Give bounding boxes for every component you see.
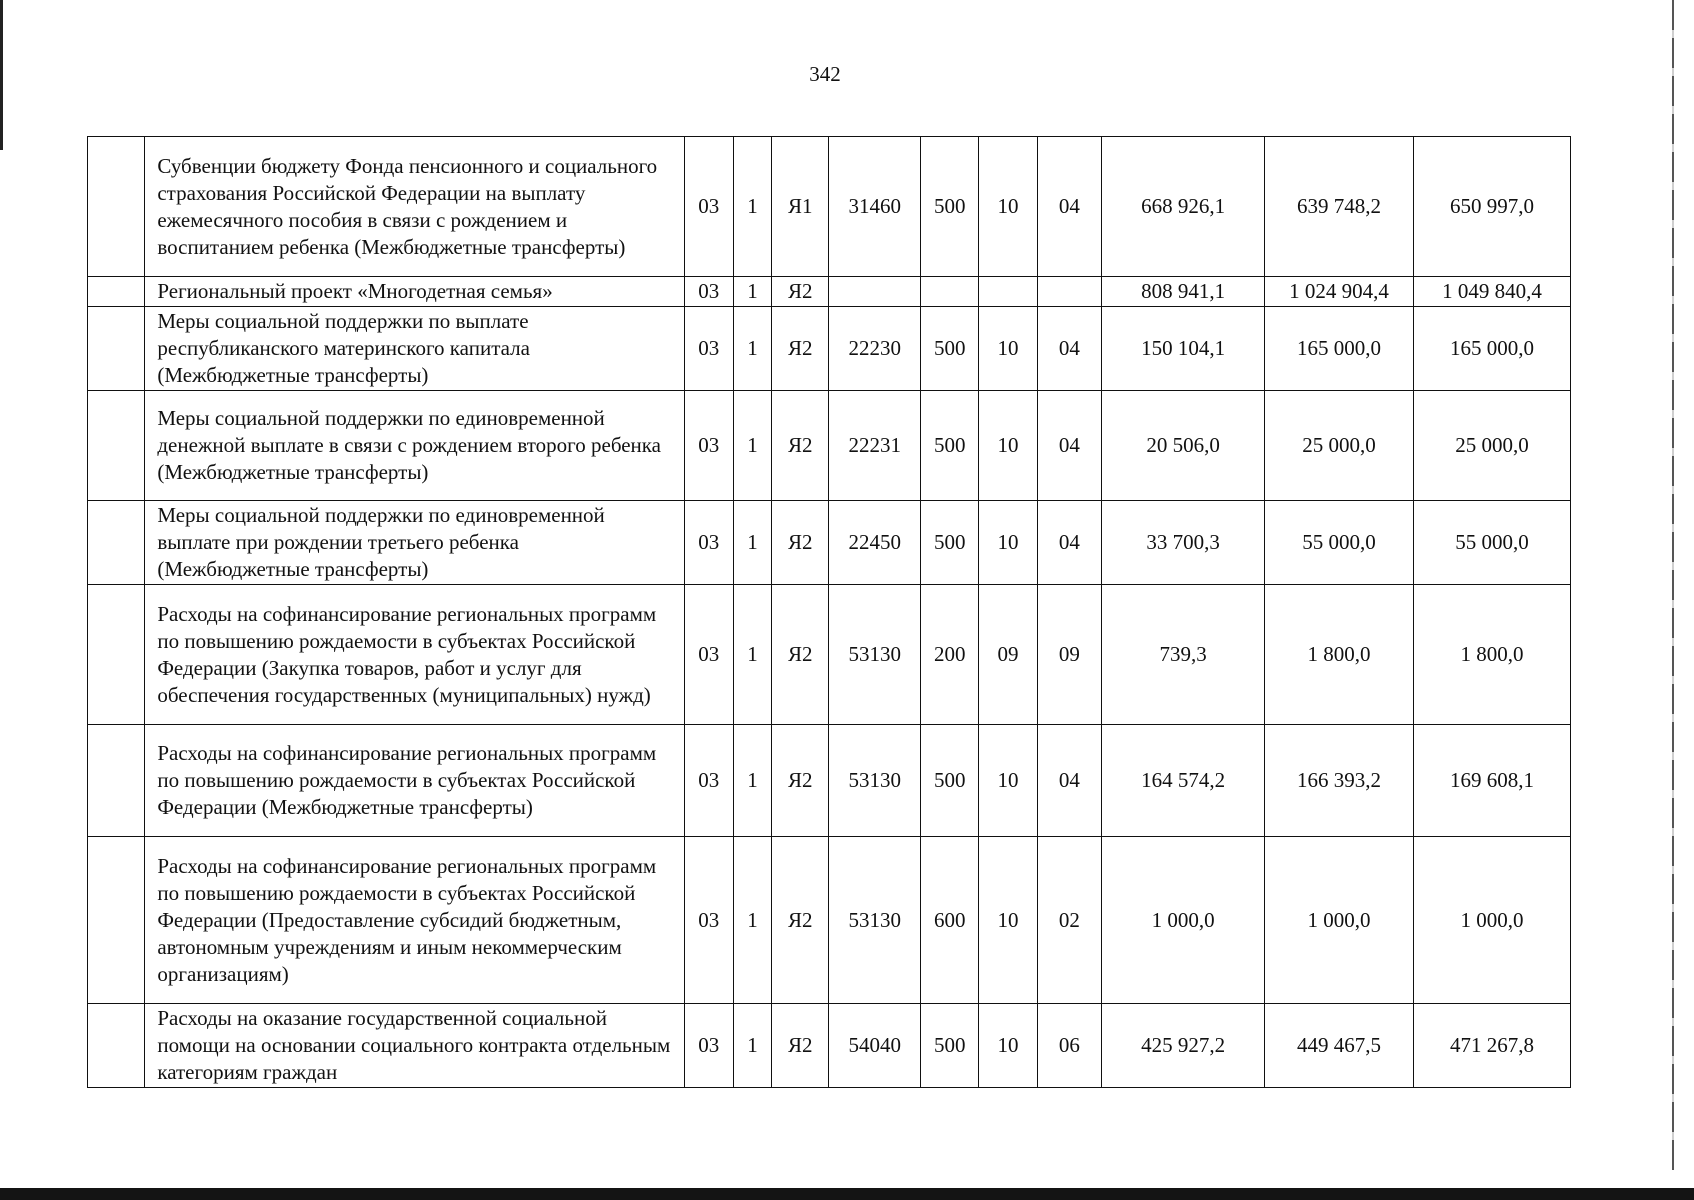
- amount-cell-2: 55 000,0: [1265, 501, 1414, 585]
- table-row: [88, 277, 1571, 307]
- code-cell-7: 04: [1037, 725, 1101, 837]
- code-cell-4: 31460: [829, 137, 921, 277]
- row-index-cell: [88, 585, 145, 725]
- row-description: Субвенции бюджету Фонда пенсионного и социального страхования Российской Федерации на выплату ежемесячного пособия в связи с рождением и воспитанием ребенка (Межбюджетные трансферты): [145, 137, 684, 277]
- amount-cell-3: 55 000,0: [1413, 501, 1570, 585]
- table-row: [88, 725, 1571, 837]
- amount-cell-1: 150 104,1: [1102, 307, 1265, 391]
- code-cell-6: [979, 277, 1037, 307]
- code-cell-6: 10: [979, 1004, 1037, 1088]
- code-cell-5: 500: [921, 501, 979, 585]
- code-cell-2: 1: [733, 137, 771, 277]
- code-cell-4: 22231: [829, 391, 921, 501]
- code-cell-4: 53130: [829, 837, 921, 1004]
- amount-cell-2: 639 748,2: [1265, 137, 1414, 277]
- row-description: Меры социальной поддержки по единовременной денежной выплате в связи с рождением второго ребенка (Межбюджетные трансферты): [145, 391, 684, 501]
- code-cell-7: [1037, 277, 1101, 307]
- amount-cell-2: 1 000,0: [1265, 837, 1414, 1004]
- code-cell-7: 02: [1037, 837, 1101, 1004]
- amount-cell-1: 668 926,1: [1102, 137, 1265, 277]
- code-cell-6: 10: [979, 307, 1037, 391]
- amount-cell-3: 165 000,0: [1413, 307, 1570, 391]
- page-number: 342: [809, 62, 841, 86]
- code-cell-6: 10: [979, 837, 1037, 1004]
- amount-cell-1: 425 927,2: [1102, 1004, 1265, 1088]
- code-cell-7: 04: [1037, 501, 1101, 585]
- code-cell-7: 04: [1037, 137, 1101, 277]
- amount-cell-3: 1 800,0: [1413, 585, 1570, 725]
- amount-cell-2: 449 467,5: [1265, 1004, 1414, 1088]
- code-cell-7: 09: [1037, 585, 1101, 725]
- code-cell-5: 500: [921, 725, 979, 837]
- code-cell-4: 53130: [829, 725, 921, 837]
- amount-cell-3: 25 000,0: [1413, 391, 1570, 501]
- amount-cell-1: 808 941,1: [1102, 277, 1265, 307]
- code-cell-6: 10: [979, 391, 1037, 501]
- code-cell-1: 03: [684, 307, 733, 391]
- amount-cell-3: 471 267,8: [1413, 1004, 1570, 1088]
- code-cell-2: 1: [733, 307, 771, 391]
- amount-cell-1: 20 506,0: [1102, 391, 1265, 501]
- code-cell-3: Я2: [772, 1004, 829, 1088]
- row-description: Расходы на оказание государственной социальной помощи на основании социального контракта отдельным категориям граждан: [145, 1004, 684, 1088]
- table-row: [88, 137, 1571, 277]
- code-cell-7: 04: [1037, 307, 1101, 391]
- code-cell-3: Я1: [772, 137, 829, 277]
- code-cell-1: 03: [684, 1004, 733, 1088]
- amount-cell-1: 33 700,3: [1102, 501, 1265, 585]
- row-description: Меры социальной поддержки по единовременной выплате при рождении третьего ребенка (Межбюджетные трансферты): [145, 501, 684, 585]
- code-cell-3: Я2: [772, 277, 829, 307]
- scan-edge-right: [1672, 0, 1674, 1170]
- code-cell-5: 500: [921, 391, 979, 501]
- code-cell-3: Я2: [772, 585, 829, 725]
- code-cell-4: 22450: [829, 501, 921, 585]
- code-cell-2: 1: [733, 585, 771, 725]
- table-row: [88, 837, 1571, 1004]
- code-cell-1: 03: [684, 391, 733, 501]
- code-cell-3: Я2: [772, 391, 829, 501]
- row-description: Расходы на софинансирование региональных программ по повышению рождаемости в субъектах Российской Федерации (Предоставление субсидий бюджетным, автономным учреждениям и иным некоммерческим организациям): [145, 837, 684, 1004]
- table-row: [88, 585, 1571, 725]
- code-cell-2: 1: [733, 277, 771, 307]
- code-cell-6: 10: [979, 137, 1037, 277]
- code-cell-5: 200: [921, 585, 979, 725]
- code-cell-2: 1: [733, 837, 771, 1004]
- code-cell-6: 10: [979, 725, 1037, 837]
- code-cell-7: 04: [1037, 391, 1101, 501]
- amount-cell-2: 165 000,0: [1265, 307, 1414, 391]
- code-cell-5: 500: [921, 1004, 979, 1088]
- row-description: Региональный проект «Многодетная семья»: [145, 277, 684, 307]
- code-cell-5: 600: [921, 837, 979, 1004]
- row-description: Расходы на софинансирование региональных программ по повышению рождаемости в субъектах Российской Федерации (Межбюджетные трансферты): [145, 725, 684, 837]
- row-index-cell: [88, 277, 145, 307]
- amount-cell-2: 166 393,2: [1265, 725, 1414, 837]
- code-cell-5: 500: [921, 137, 979, 277]
- row-description: Меры социальной поддержки по выплате республиканского материнского капитала (Межбюджетные трансферты): [145, 307, 684, 391]
- code-cell-1: 03: [684, 501, 733, 585]
- table-row: [88, 391, 1571, 501]
- table-row: [88, 1004, 1571, 1088]
- amount-cell-2: 1 024 904,4: [1265, 277, 1414, 307]
- code-cell-1: 03: [684, 725, 733, 837]
- budget-table-body: [88, 137, 1571, 1088]
- row-index-cell: [88, 1004, 145, 1088]
- code-cell-2: 1: [733, 391, 771, 501]
- amount-cell-3: 1 000,0: [1413, 837, 1570, 1004]
- amount-cell-1: 739,3: [1102, 585, 1265, 725]
- row-index-cell: [88, 725, 145, 837]
- code-cell-3: Я2: [772, 501, 829, 585]
- code-cell-2: 1: [733, 725, 771, 837]
- row-index-cell: [88, 391, 145, 501]
- code-cell-4: 53130: [829, 585, 921, 725]
- code-cell-6: 09: [979, 585, 1037, 725]
- code-cell-5: 500: [921, 307, 979, 391]
- code-cell-2: 1: [733, 1004, 771, 1088]
- amount-cell-3: 169 608,1: [1413, 725, 1570, 837]
- row-description: Расходы на софинансирование региональных программ по повышению рождаемости в субъектах Российской Федерации (Закупка товаров, работ и услуг для обеспечения государственных (муниципальных) нужд): [145, 585, 684, 725]
- table-row: [88, 307, 1571, 391]
- code-cell-1: 03: [684, 585, 733, 725]
- amount-cell-1: 1 000,0: [1102, 837, 1265, 1004]
- amount-cell-2: 1 800,0: [1265, 585, 1414, 725]
- code-cell-3: Я2: [772, 307, 829, 391]
- code-cell-3: Я2: [772, 725, 829, 837]
- scan-bottom-bar: [0, 1188, 1694, 1200]
- amount-cell-3: 1 049 840,4: [1413, 277, 1570, 307]
- row-index-cell: [88, 501, 145, 585]
- code-cell-6: 10: [979, 501, 1037, 585]
- amount-cell-1: 164 574,2: [1102, 725, 1265, 837]
- row-index-cell: [88, 307, 145, 391]
- amount-cell-2: 25 000,0: [1265, 391, 1414, 501]
- code-cell-7: 06: [1037, 1004, 1101, 1088]
- code-cell-4: [829, 277, 921, 307]
- row-index-cell: [88, 837, 145, 1004]
- code-cell-1: 03: [684, 837, 733, 1004]
- code-cell-4: 22230: [829, 307, 921, 391]
- row-index-cell: [88, 137, 145, 277]
- code-cell-1: 03: [684, 277, 733, 307]
- code-cell-3: Я2: [772, 837, 829, 1004]
- code-cell-2: 1: [733, 501, 771, 585]
- amount-cell-3: 650 997,0: [1413, 137, 1570, 277]
- code-cell-4: 54040: [829, 1004, 921, 1088]
- code-cell-5: [921, 277, 979, 307]
- code-cell-1: 03: [684, 137, 733, 277]
- table-row: [88, 501, 1571, 585]
- budget-table: [87, 136, 1571, 1088]
